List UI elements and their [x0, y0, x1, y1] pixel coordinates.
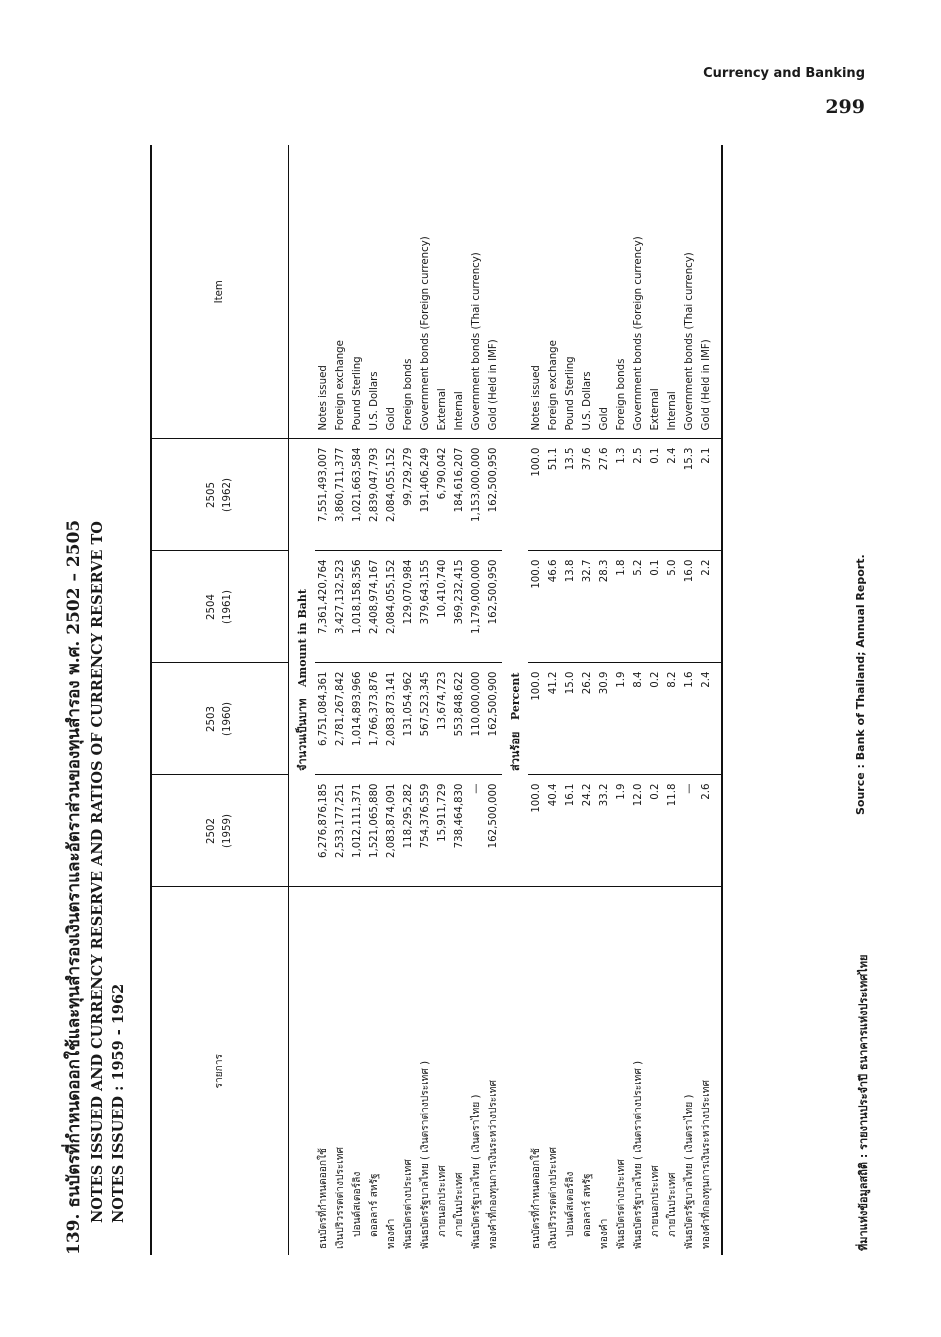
cell-value: 1,021,663,584	[349, 439, 366, 551]
percent-unit-label: ส่วนร้อย Percent	[508, 672, 522, 771]
row-label-english: Pound Sterling	[349, 145, 366, 439]
cell-value: 2.6	[698, 775, 715, 887]
cell-value: 2,084,055,152	[383, 439, 400, 551]
percent-unit-row	[502, 145, 528, 1255]
table-row	[528, 145, 545, 1255]
cell-value: 1,153,000,000	[468, 439, 485, 551]
table-row	[366, 145, 383, 1255]
cell-value: 379,643,155	[417, 551, 434, 663]
cell-value: 2,408,974,167	[366, 551, 383, 663]
cell-value: 40.4	[545, 775, 562, 887]
cell-value: 118,295,282	[400, 775, 417, 887]
header-year-1961: 2504 (1961)	[151, 551, 289, 663]
cell-value: 10,410,740	[434, 551, 451, 663]
row-label-thai: พันธบัตรรัฐบาลไทย ( เงินตราต่างประเทศ )	[420, 1060, 431, 1249]
row-label-english: Foreign exchange	[545, 145, 562, 439]
header-row	[151, 145, 289, 1255]
row-label-thai: ภายนอกประเทศ	[437, 1165, 448, 1237]
cell-value: 110,000,000	[468, 663, 485, 775]
row-label-thai: ทองคำ	[386, 1218, 397, 1249]
cell-value: 6,276,876,185	[315, 775, 332, 887]
title-english-line-2: NOTES ISSUED : 1959 - 1962	[110, 983, 127, 1223]
table-row	[545, 145, 562, 1255]
cell-value: 1.9	[613, 663, 630, 775]
cell-value: 0.1	[647, 439, 664, 551]
cell-value: 129,070,984	[400, 551, 417, 663]
header-item: Item	[151, 145, 289, 439]
cell-value: 15.3	[681, 439, 698, 551]
row-label-english: U.S. Dollars	[579, 145, 596, 439]
cell-value: 6,790,042	[434, 439, 451, 551]
title-english-line-1: NOTES ISSUED AND CURRENCY RESERVE AND RATIOS OF CURRENCY RESERVE TO	[89, 521, 106, 1223]
title-thai-text: ธนบัตรที่กำหนดออกใช้และทุนสำรองเงินตราและอัตราส่วนของทุนสำรอง พ.ศ. 2502 – 2505	[64, 519, 84, 1208]
cell-value: 184,616,207	[451, 439, 468, 551]
cell-value: 162,500,000	[485, 775, 502, 887]
cell-value: 46.6	[545, 551, 562, 663]
cell-value: 2,533,177,251	[332, 775, 349, 887]
row-label-thai: ปอนด์สเตอร์ลิง	[565, 1171, 576, 1237]
row-label-english: Gold	[596, 145, 613, 439]
cell-value: 1.8	[613, 551, 630, 663]
table-row	[647, 145, 664, 1255]
cell-value: 162,500,950	[485, 439, 502, 551]
cell-value: 13.5	[562, 439, 579, 551]
cell-value: 16.0	[681, 551, 698, 663]
cell-value: 2.4	[698, 663, 715, 775]
row-label-thai: ปอนด์สเตอร์ลิง	[352, 1171, 363, 1237]
table-row	[383, 145, 400, 1255]
table-row	[468, 145, 485, 1255]
row-label-english: Internal	[451, 145, 468, 439]
cell-value: —	[681, 775, 698, 887]
cell-value: 7,551,493,007	[315, 439, 332, 551]
table-row	[596, 145, 613, 1255]
cell-value: 0.2	[647, 775, 664, 887]
row-label-english: Gold (Held in IMF)	[698, 145, 715, 439]
cell-value: 100.0	[528, 439, 545, 551]
header-year-1959: 2502 (1959)	[151, 775, 289, 887]
cell-value: 2.1	[698, 439, 715, 551]
row-label-english: Pound Sterling	[562, 145, 579, 439]
cell-value: 100.0	[528, 663, 545, 775]
row-label-thai: พันธบัตรรัฐบาลไทย ( เงินตราไทย )	[471, 1094, 482, 1249]
row-label-english: Government bonds (Thai currency)	[681, 145, 698, 439]
cell-value: —	[468, 775, 485, 887]
cell-value: 2.4	[664, 439, 681, 551]
cell-value: 30.9	[596, 663, 613, 775]
cell-value: 33.2	[596, 775, 613, 887]
cell-value: 13,674,723	[434, 663, 451, 775]
table-body	[289, 145, 723, 1255]
table-number: 139.	[64, 1213, 84, 1255]
row-label-thai: ธนบัตรที่กำหนดออกใช้	[531, 1148, 542, 1249]
row-label-thai: พันธบัตรต่างประเทศ	[403, 1159, 414, 1249]
cell-value: 32.7	[579, 551, 596, 663]
cell-value: 1,018,158,356	[349, 551, 366, 663]
table-row	[332, 145, 349, 1255]
header-year-1960: 2503 (1960)	[151, 663, 289, 775]
cell-value: 1.6	[681, 663, 698, 775]
cell-value: 131,054,962	[400, 663, 417, 775]
row-label-thai: พันธบัตรรัฐบาลไทย ( เงินตราต่างประเทศ )	[633, 1060, 644, 1249]
row-label-thai: ทองคำ	[599, 1218, 610, 1249]
cell-value: 191,406,249	[417, 439, 434, 551]
cell-value: 8.4	[630, 663, 647, 775]
row-label-english: Government bonds (Thai currency)	[468, 145, 485, 439]
cell-value: 2,781,267,842	[332, 663, 349, 775]
row-label-english: Notes issued	[528, 145, 545, 439]
table-row	[349, 145, 366, 1255]
row-label-english: Foreign bonds	[400, 145, 417, 439]
cell-value: 8.2	[664, 663, 681, 775]
cell-value: 15,911,729	[434, 775, 451, 887]
header-thai-item: รายการ	[151, 887, 289, 1255]
row-label-thai: เงินปริวรรตต่างประเทศ	[335, 1146, 346, 1249]
cell-value: 553,848,622	[451, 663, 468, 775]
row-label-thai: พันธบัตรต่างประเทศ	[616, 1159, 627, 1249]
cell-value: 1.9	[613, 775, 630, 887]
table-row	[315, 145, 332, 1255]
table-row	[434, 145, 451, 1255]
cell-value: 2,083,873,141	[383, 663, 400, 775]
cell-value: 2,083,874,091	[383, 775, 400, 887]
table-row	[664, 145, 681, 1255]
cell-value: 1,179,000,000	[468, 551, 485, 663]
cell-value: 15.0	[562, 663, 579, 775]
rotated-table-page	[60, 145, 880, 1255]
cell-value: 100.0	[528, 775, 545, 887]
row-label-thai: ธนบัตรที่กำหนดออกใช้	[318, 1148, 329, 1249]
cell-value: 567,523,345	[417, 663, 434, 775]
row-label-english: Foreign exchange	[332, 145, 349, 439]
row-label-english: External	[647, 145, 664, 439]
source-english: Source : Bank of Thailand; Annual Report.	[854, 554, 867, 815]
cell-value: 0.2	[647, 663, 664, 775]
cell-value: 162,500,950	[485, 551, 502, 663]
page-number: 299	[825, 96, 865, 118]
cell-value: 738,464,830	[451, 775, 468, 887]
amount-unit-row	[289, 145, 316, 1255]
cell-value: 28.3	[596, 551, 613, 663]
table-row	[400, 145, 417, 1255]
amount-unit-label: จำนวนเป็นบาท Amount in Baht	[295, 589, 309, 771]
cell-value: 2,084,055,152	[383, 551, 400, 663]
cell-value: 1,014,893,966	[349, 663, 366, 775]
cell-value: 162,500,900	[485, 663, 502, 775]
running-head: Currency and Banking	[703, 66, 865, 81]
row-label-english: External	[434, 145, 451, 439]
cell-value: 5.2	[630, 551, 647, 663]
row-label-english: Notes issued	[315, 145, 332, 439]
table-row	[613, 145, 630, 1255]
row-label-english: U.S. Dollars	[366, 145, 383, 439]
data-table-wrapper	[150, 145, 723, 1255]
row-label-thai: เงินปริวรรตต่างประเทศ	[548, 1146, 559, 1249]
table-row	[579, 145, 596, 1255]
row-label-thai: ดอลลาร์ สหรัฐ	[582, 1173, 593, 1237]
cell-value: 41.2	[545, 663, 562, 775]
cell-value: 5.0	[664, 551, 681, 663]
table-bottom-rule	[715, 145, 722, 1255]
cell-value: 1,766,373,876	[366, 663, 383, 775]
cell-value: 2.2	[698, 551, 715, 663]
row-label-english: Gold (Held in IMF)	[485, 145, 502, 439]
row-label-english: Foreign bonds	[613, 145, 630, 439]
cell-value: 27.6	[596, 439, 613, 551]
table-row	[698, 145, 715, 1255]
cell-value: 0.1	[647, 551, 664, 663]
row-label-thai: พันธบัตรรัฐบาลไทย ( เงินตราไทย )	[684, 1094, 695, 1249]
cell-value: 3,860,711,377	[332, 439, 349, 551]
cell-value: 754,376,559	[417, 775, 434, 887]
table-row	[417, 145, 434, 1255]
cell-value: 51.1	[545, 439, 562, 551]
row-label-thai: ดอลลาร์ สหรัฐ	[369, 1173, 380, 1237]
row-label-english: Internal	[664, 145, 681, 439]
cell-value: 1,012,111,371	[349, 775, 366, 887]
title-thai	[60, 145, 87, 1255]
table-row	[681, 145, 698, 1255]
cell-value: 13.8	[562, 551, 579, 663]
cell-value: 1,521,065,880	[366, 775, 383, 887]
cell-value: 100.0	[528, 551, 545, 663]
table-row	[630, 145, 647, 1255]
row-label-thai: ทองคำที่กองทุนการเงินระหว่างประเทศ	[701, 1080, 712, 1249]
cell-value: 7,361,420,764	[315, 551, 332, 663]
table-title	[60, 145, 160, 1255]
row-label-thai: ภายในประเทศ	[454, 1172, 465, 1237]
row-label-thai: ทองคำที่กองทุนการเงินระหว่างประเทศ	[488, 1080, 499, 1249]
cell-value: 26.2	[579, 663, 596, 775]
table-row	[562, 145, 579, 1255]
row-label-thai: ภายในประเทศ	[667, 1172, 678, 1237]
cell-value: 3,427,132,523	[332, 551, 349, 663]
table-row	[485, 145, 502, 1255]
cell-value: 37.6	[579, 439, 596, 551]
cell-value: 24.2	[579, 775, 596, 887]
cell-value: 2,839,047,793	[366, 439, 383, 551]
cell-value: 11.8	[664, 775, 681, 887]
source-thai: ที่มาแห่งข้อมูลสถิติ : รายงานประจำปี ธนาคารแห่งประเทศไทย	[857, 954, 870, 1251]
table-row	[451, 145, 468, 1255]
cell-value: 6,751,084,361	[315, 663, 332, 775]
row-label-english: Government bonds (Foreign currency)	[417, 145, 434, 439]
cell-value: 2.5	[630, 439, 647, 551]
cell-value: 16.1	[562, 775, 579, 887]
cell-value: 12.0	[630, 775, 647, 887]
data-table	[150, 145, 723, 1255]
cell-value: 1.3	[613, 439, 630, 551]
header-year-1962: 2505 (1962)	[151, 439, 289, 551]
cell-value: 369,232,415	[451, 551, 468, 663]
row-label-english: Gold	[383, 145, 400, 439]
row-label-english: Government bonds (Foreign currency)	[630, 145, 647, 439]
row-label-thai: ภายนอกประเทศ	[650, 1165, 661, 1237]
cell-value: 99,729,279	[400, 439, 417, 551]
